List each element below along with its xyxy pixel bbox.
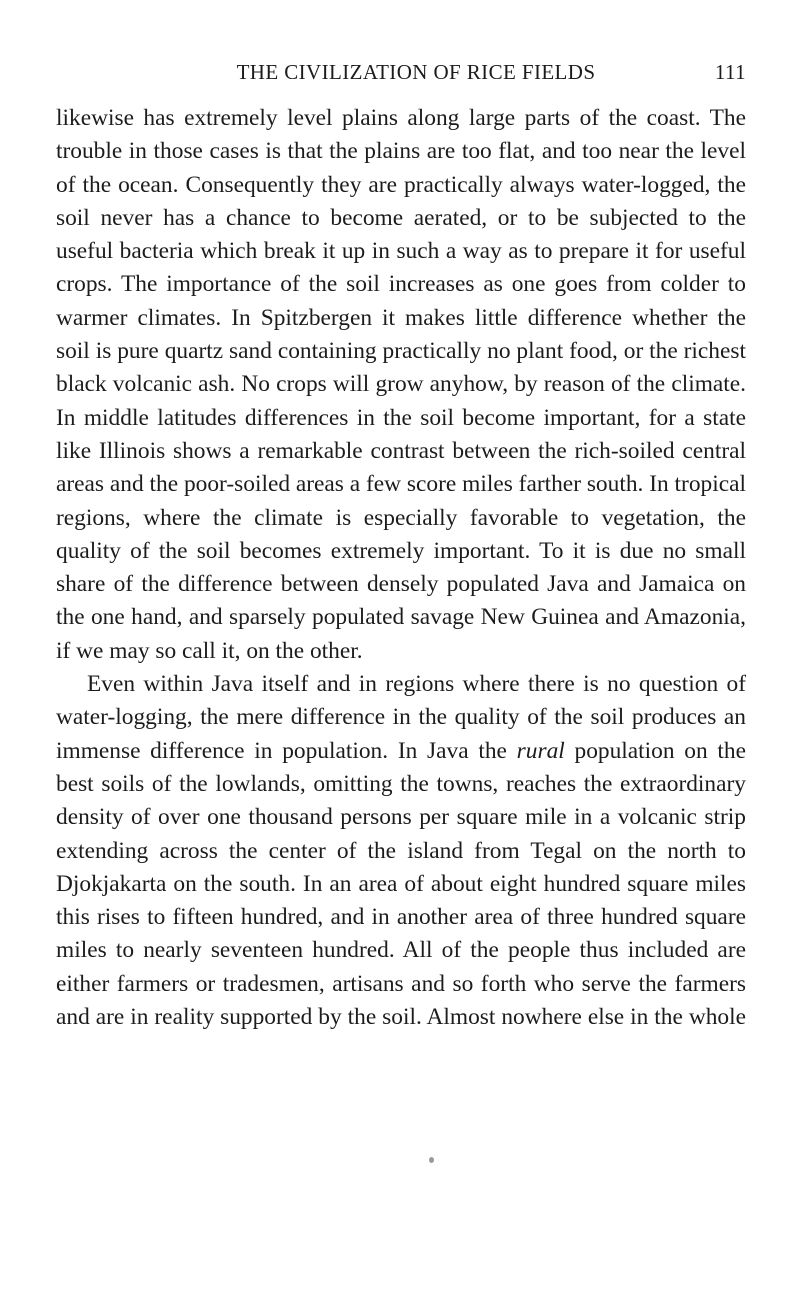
paragraph-1: [56, 102, 746, 668]
paragraph-2-text-b: population on the best soils of the lowlands, omitting the towns, reaches the extraordinary density of over one thousand persons per square mile in a volcanic strip extending across the center of the island from Tegal on the north to Djokjakarta on the south. In an area of about eight hundred square miles this rises to fifteen hundred, and in another area of three hundred square miles to nearly seventeen hundred. All of the people thus included are either farmers or tradesmen, artisans and so forth who serve the farmers and are in reality supported by the soil. Almost nowhere else in the whole: [56, 737, 746, 1031]
page-number: 111: [714, 60, 746, 84]
paragraph-1-text: likewise has extremely level plains along large parts of the coast. The trouble in those cases is that the plains are too flat, and too near the level of the ocean. Consequently they are practically always water-logged, the soil never has a chance to become aerated, or to be subjected to the useful bacteria which break it up in such a way as to prepare it for useful crops. The importance of the soil increases as one goes from colder to warmer climates. In Spitzbergen it makes little difference whether the soil is pure quartz sand containing practically no plant food, or the richest black volcanic ash. No crops will grow anyhow, by reason of the climate. In middle latitudes differences in the soil become important, for a state like Illinois shows a remarkable contrast between the rich-soiled central areas and the poor-soiled areas a few score miles farther south. In tropical regions, where the climate is especially favorable to vegetation, the quality of the soil becomes extremely important. To it is due no small share of the difference between densely populated Java and Jamaica on the one hand, and sparsely populated savage New Guinea and Amazonia, if we may so call it, on the other.: [56, 105, 746, 664]
emphasis-rural: rural: [516, 737, 565, 764]
paragraph-2: [56, 668, 746, 1034]
running-head-title: THE CIVILIZATION OF RICE FIELDS: [236, 60, 596, 84]
paragraph-2-text-a: Even within Java itself and in regions where there is no question of water-logging, the mere difference in the quality of the soil produces an immense difference in population. In Java the: [56, 671, 746, 764]
running-head: [56, 60, 746, 90]
book-page: [56, 60, 746, 1034]
body-text: [56, 102, 746, 1034]
print-speck: [429, 1157, 434, 1163]
